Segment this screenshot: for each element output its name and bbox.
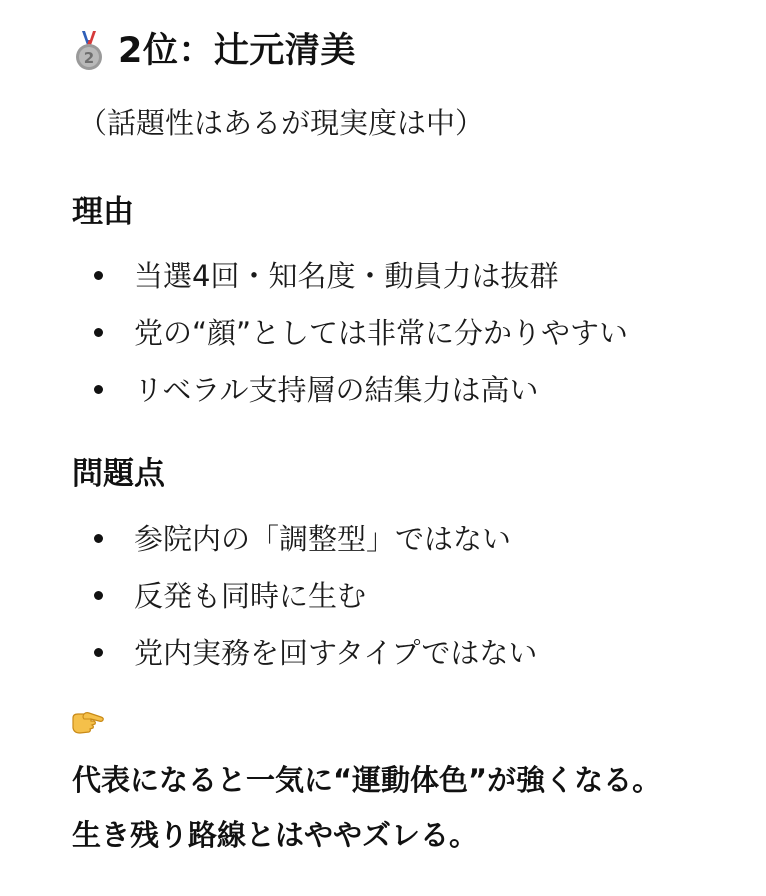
list-item-text: リベラル支持層の結集力は高い (134, 372, 539, 407)
bullet-icon (94, 271, 103, 280)
reasons-heading: 理由 (72, 194, 134, 230)
section-note: （話題性はあるが現実度は中） (78, 106, 485, 140)
bullet-icon (94, 385, 103, 394)
bullet-icon (94, 591, 103, 600)
pointing-right-hand-icon (70, 708, 104, 736)
list-item-text: 参院内の「調整型」ではない (134, 521, 512, 556)
list-item-text: 反発も同時に生む (134, 578, 367, 613)
section-title: 2位：辻元清美 (118, 31, 356, 71)
bullet-icon (94, 328, 103, 337)
bullet-icon (94, 534, 103, 543)
list-item-text: 党の“顔”としては非常に分かりやすい (134, 315, 629, 350)
svg-text:2: 2 (83, 49, 95, 67)
second-place-medal-icon (72, 29, 106, 73)
list-item-text: 当選4回・知名度・動員力は抜群 (134, 258, 559, 293)
problems-heading: 問題点 (72, 456, 165, 492)
bullet-icon (94, 648, 103, 657)
section-heading (72, 26, 356, 76)
conclusion-line-1: 代表になると一気に“運動体色”が強くなる。 (72, 763, 662, 797)
list-item-text: 党内実務を回すタイプではない (134, 635, 538, 670)
conclusion-line-2: 生き残り路線とはややズレる。 (72, 818, 479, 852)
